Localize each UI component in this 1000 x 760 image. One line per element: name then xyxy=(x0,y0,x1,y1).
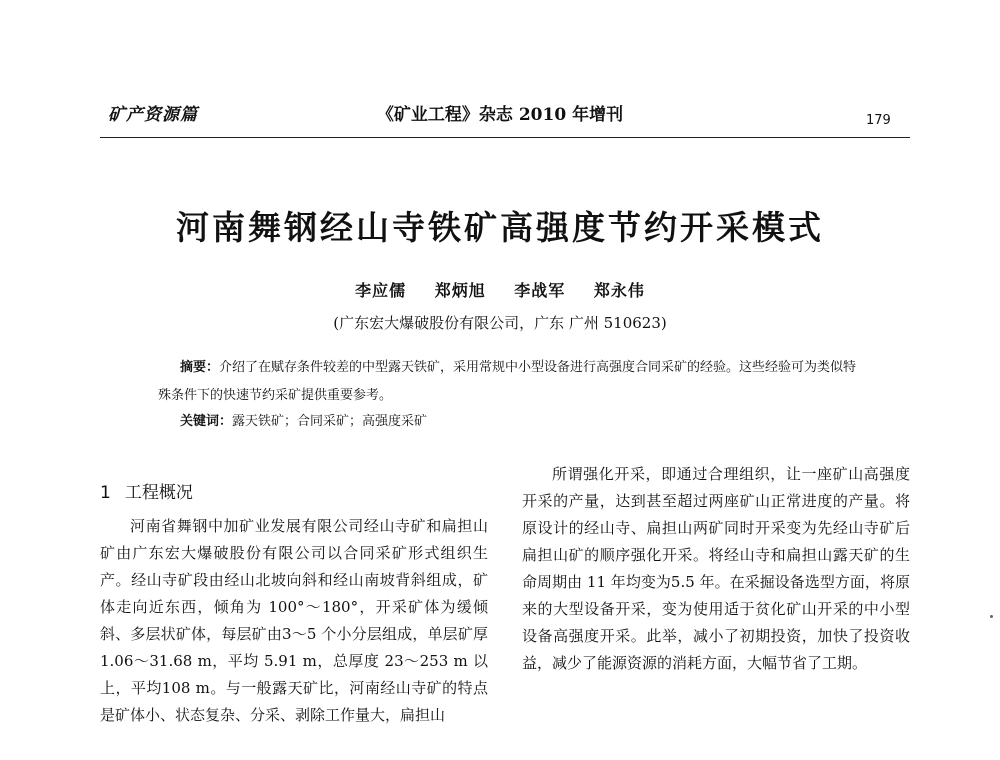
section-title: 工程概况 xyxy=(124,483,193,503)
page-number: 179 xyxy=(866,113,891,128)
keywords xyxy=(180,410,427,429)
section-number: 1 xyxy=(100,483,111,503)
author-list: 李应儒 郑炳旭 李战军 郑永伟 xyxy=(355,281,645,300)
body-right-column: 所谓强化开采，即通过合理组织，让一座矿山高强度开采的产量，达到甚至超过两座矿山正常进度的产量。将原设计的经山寺、扁担山两矿同时开采变为先经山寺矿后扁担山矿的顺序强化开采。将经山寺和扁担山露天矿的生命周期由 11 年均变为5.5 年。在采掘设备选型方面，将原来的大型设备开采，变为使用适于贫化矿山开采的中小型设备高强度开采。此举，减小了初期投资，加快了投资收益，减少了能源资源的消耗方面，大幅节省了工期。 xyxy=(522,465,910,672)
section-label: 矿产资源篇 xyxy=(108,105,198,125)
keywords-text: 露天铁矿；合同采矿；高强度采矿 xyxy=(232,414,428,429)
abstract xyxy=(158,354,858,410)
keywords-label: 关键词： xyxy=(180,414,233,429)
body-left-column: 河南省舞钢中加矿业发展有限公司经山寺矿和扁担山矿由广东宏大爆破股份有限公司以合同采矿形式组织生产。经山寺矿段由经山北坡向斜和经山南坡背斜组成，矿体走向近东西，倾角为 100°～180°，开采矿体为缓倾斜、多层状矿体，每层矿由3～5 个小分层组成，单层矿厚 1.06～31.68 m，平均 5.91 m，总厚度 23～253 m 以上，平均108 m。与一般露天矿比，河南经山寺矿的特点是矿体小、状态复杂、分采、剥除工作量大，扁担山 xyxy=(100,517,488,724)
journal-header: 《矿业工程》杂志 2010 年增刊 xyxy=(376,105,624,125)
abstract-label: 摘要： xyxy=(180,360,220,375)
affiliation: (广东宏大爆破股份有限公司，广东 广州 510623) xyxy=(333,314,667,332)
header-rule xyxy=(100,137,910,138)
scan-speck xyxy=(990,615,993,618)
abstract-text: 介绍了在赋存条件较差的中型露天铁矿，采用常规中小型设备进行高强度合同采矿的经验。这些经验可为类似特殊条件下的快速节约采矿提供重要参考。 xyxy=(158,360,857,403)
section-heading xyxy=(100,478,193,503)
article-title: 河南舞钢经山寺铁矿高强度节约开采模式 xyxy=(176,208,824,247)
